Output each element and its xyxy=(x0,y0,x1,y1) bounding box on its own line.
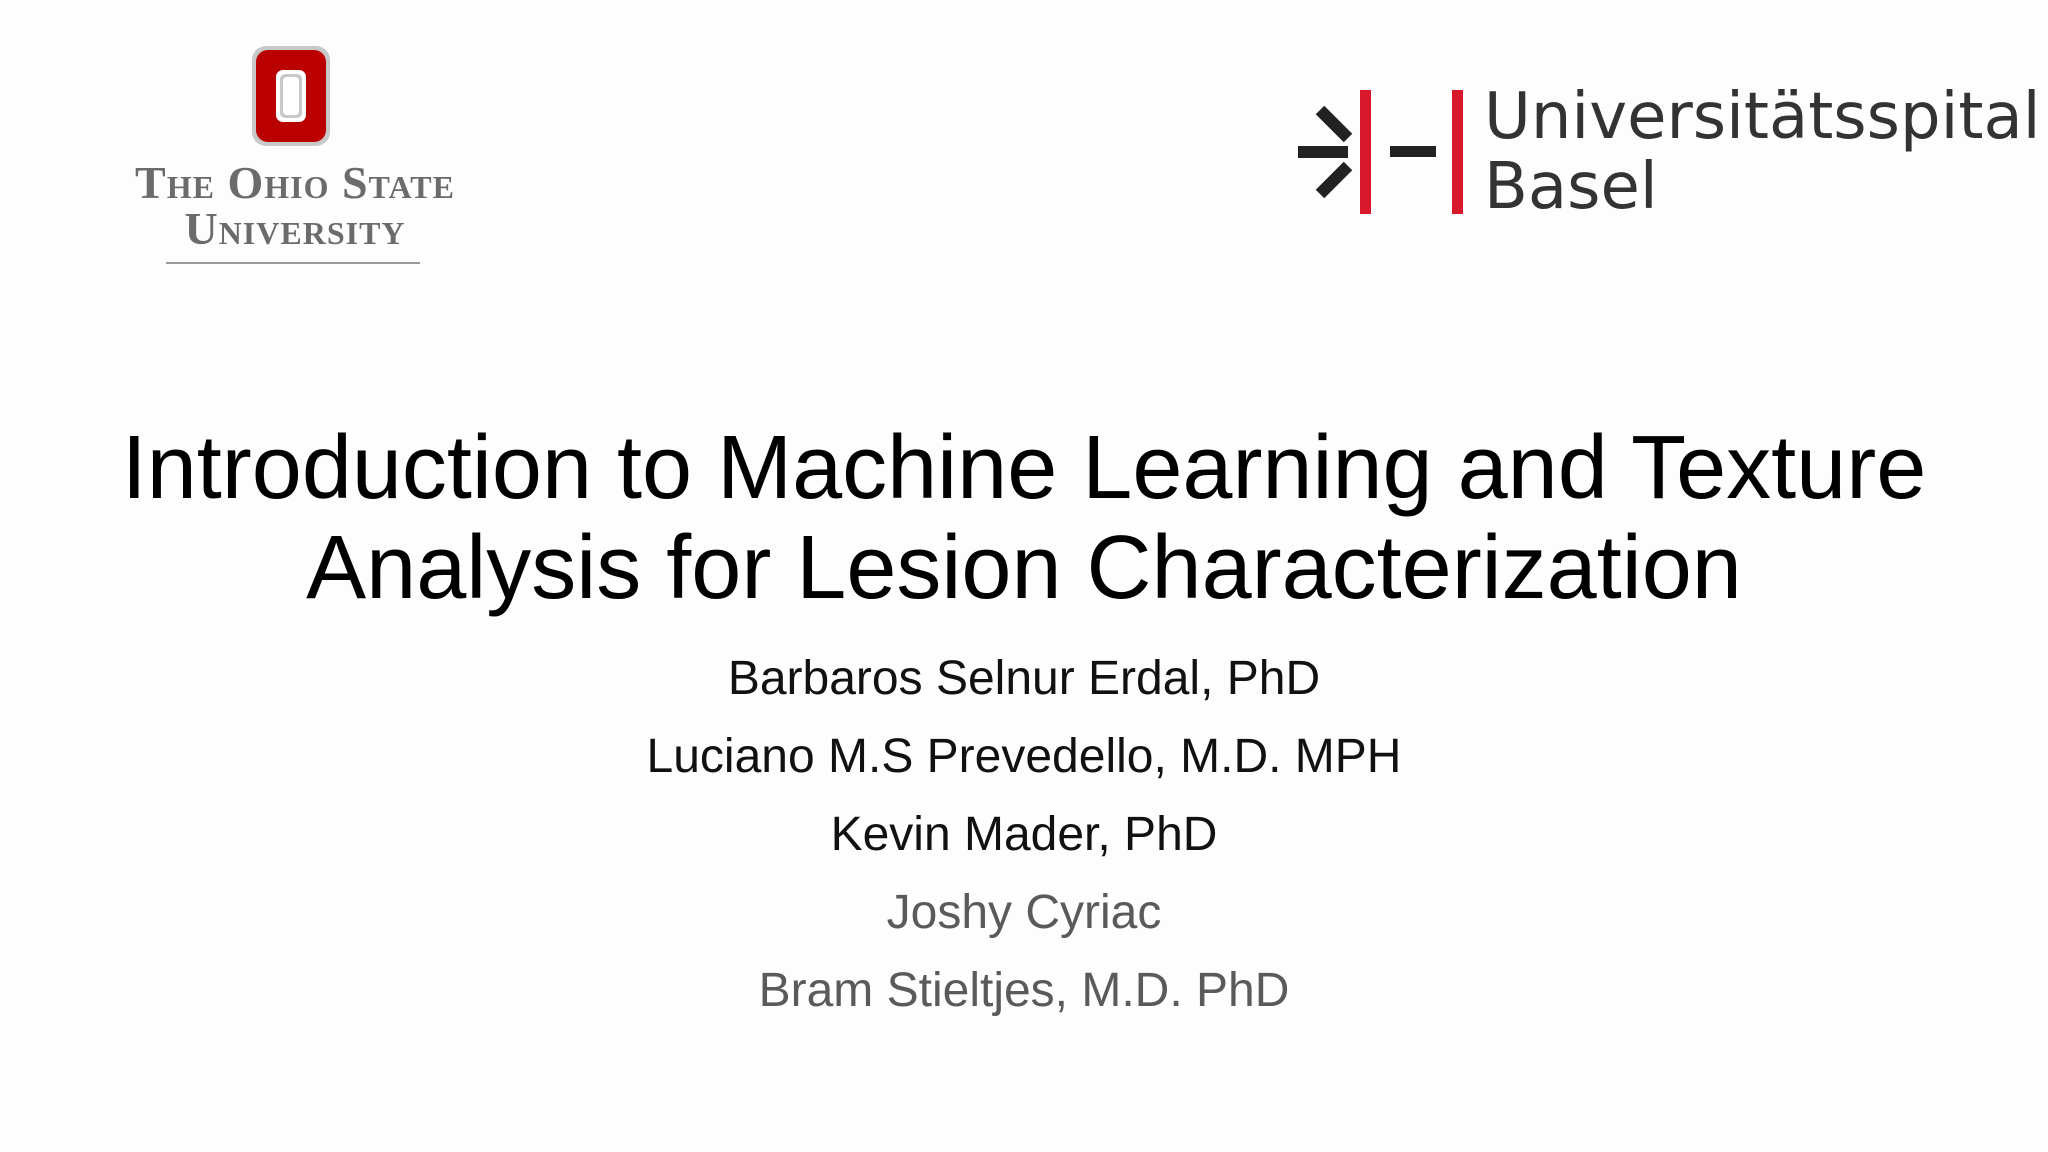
osu-name-line1: The Ohio State xyxy=(135,157,455,208)
osu-logo xyxy=(120,40,470,270)
author-2: Luciano M.S Prevedello, M.D. MPH xyxy=(646,730,1402,783)
basel-mark-icon xyxy=(1298,90,1478,218)
basel-wordmark xyxy=(1484,82,2040,222)
slide-title xyxy=(0,418,2048,618)
osu-wordmark xyxy=(120,157,470,254)
osu-block-o-icon xyxy=(250,44,332,148)
author-4: Joshy Cyriac xyxy=(886,886,1162,939)
title-line-2: Analysis for Lesion Characterization xyxy=(306,518,1742,618)
osu-underline xyxy=(166,262,420,264)
title-line-1: Introduction to Machine Learning and Texture xyxy=(121,418,1927,518)
basel-logo xyxy=(1298,82,2048,232)
author-list xyxy=(0,640,2048,1030)
author-5: Bram Stieltjes, M.D. PhD xyxy=(758,964,1290,1017)
basel-name-line1: Universitätsspital xyxy=(1484,80,2041,154)
author-3: Kevin Mader, PhD xyxy=(830,808,1218,861)
basel-name-line2: Basel xyxy=(1484,150,1658,224)
author-1: Barbaros Selnur Erdal, PhD xyxy=(727,652,1321,705)
osu-name-line2: University xyxy=(184,203,406,254)
